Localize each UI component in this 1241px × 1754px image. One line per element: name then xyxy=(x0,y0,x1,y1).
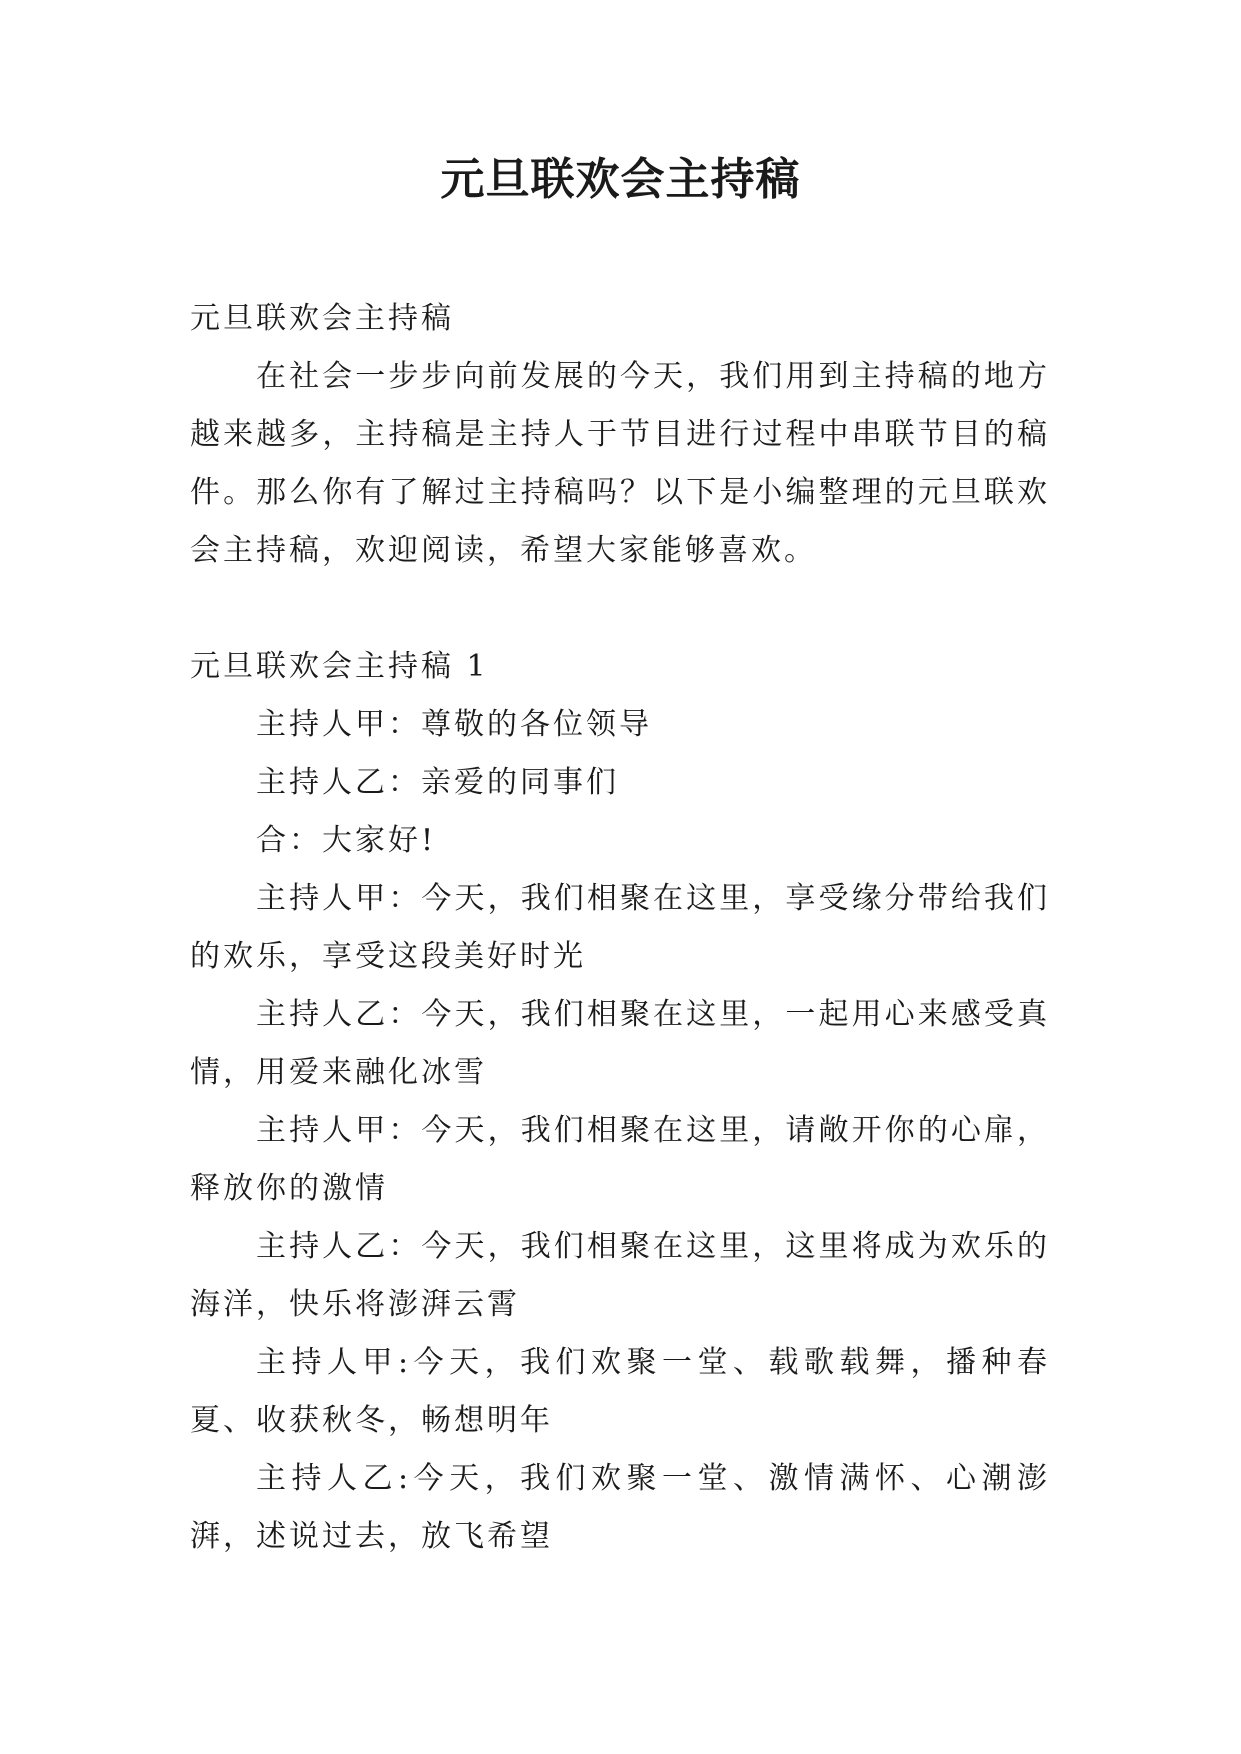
script-line: 合：大家好! xyxy=(256,823,437,858)
script-line: 主持人甲：今天，我们相聚在这里，享受缘分带给我们的欢乐，享受这段美好时光 xyxy=(190,881,1050,974)
intro-paragraph: 在社会一步步向前发展的今天，我们用到主持稿的地方越来越多，主持稿是主持人于节目进行过程中串联节目的稿件。那么你有了解过主持稿吗？以下是小编整理的元旦联欢会主持稿，欢迎阅读，希望大家能够喜欢。 xyxy=(190,359,1050,568)
document-body xyxy=(190,290,1050,1566)
script-line: 主持人乙:今天，我们欢聚一堂、激情满怀、心潮澎湃，述说过去，放飞希望 xyxy=(190,1461,1050,1554)
script-line: 主持人乙：亲爱的同事们 xyxy=(256,765,619,800)
script-line: 主持人乙：今天，我们相聚在这里，一起用心来感受真情，用爱来融化冰雪 xyxy=(190,997,1050,1090)
script-line: 主持人甲:今天，我们欢聚一堂、载歌载舞，播种春夏、收获秋冬，畅想明年 xyxy=(190,1345,1050,1438)
script-line: 主持人乙：今天，我们相聚在这里，这里将成为欢乐的海洋，快乐将澎湃云霄 xyxy=(190,1229,1050,1322)
intro-heading: 元旦联欢会主持稿 xyxy=(190,301,454,336)
script-line: 主持人甲：尊敬的各位领导 xyxy=(256,707,652,742)
document-title: 元旦联欢会主持稿 xyxy=(440,154,801,205)
script-line: 主持人甲：今天，我们相聚在这里，请敞开你的心扉，释放你的激情 xyxy=(190,1113,1050,1206)
section-spacer xyxy=(190,580,1050,638)
section-heading: 元旦联欢会主持稿 1 xyxy=(190,649,489,684)
